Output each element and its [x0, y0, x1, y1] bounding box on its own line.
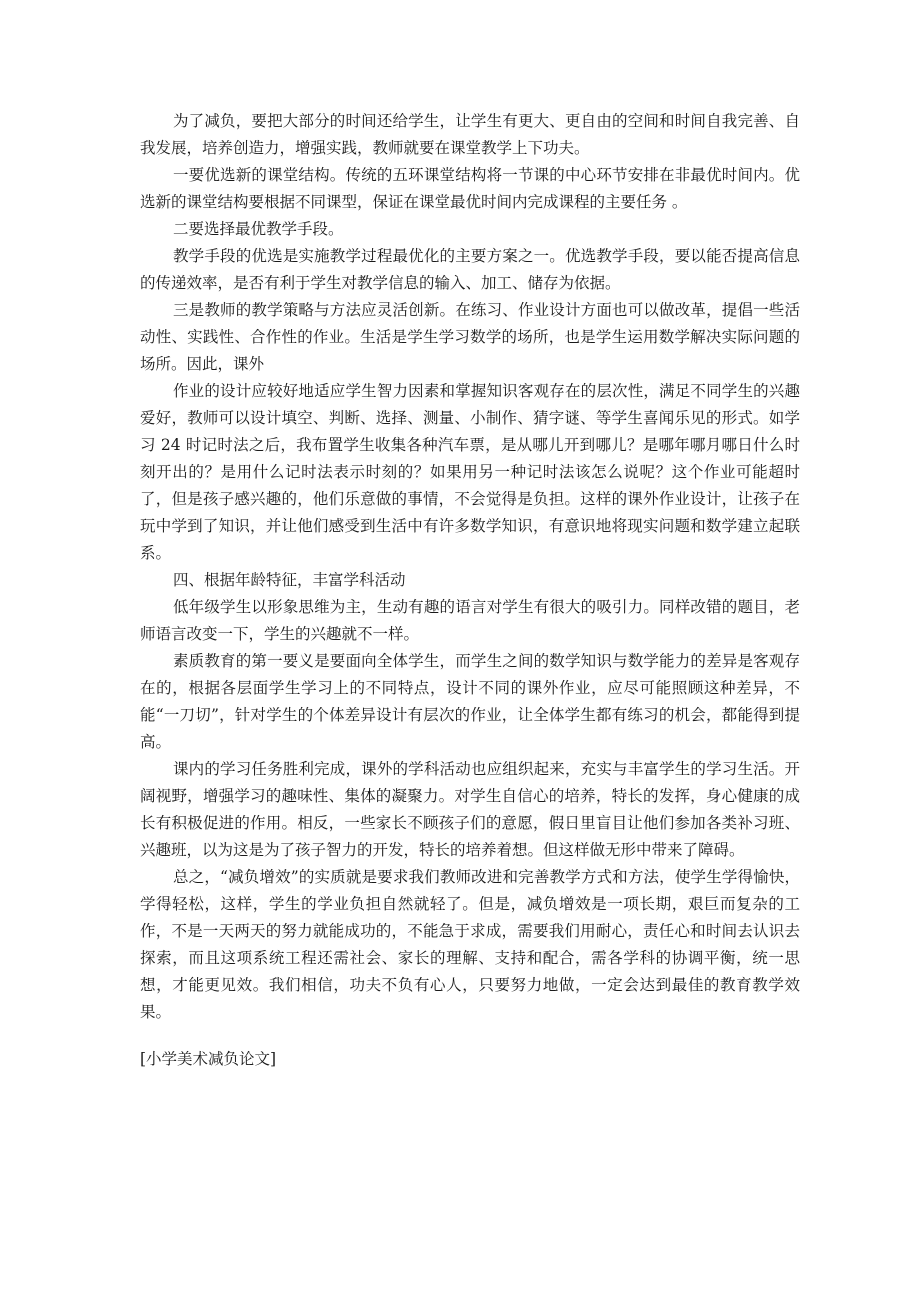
- document-body: [140, 108, 800, 1026]
- paragraph-conclusion: 总之，“减负增效”的实质就是要求我们教师改进和完善教学方式和方法，使学生学得愉快，学得轻松，这样，学生的学业负担自然就轻了。但是，减负增效是一项长期，艰巨而复杂的工作，不是一天两天的努力就能成功的，不能急于求成，需要我们用耐心，责任心和时间去认识去探索，而且这项系统工程还需社会、家长的理解、支持和配合，需各学科的协调平衡，统一思想，才能更见效。我们相信，功夫不负有心人，只要努力地做，一定会达到最佳的教育教学效果。: [140, 868, 800, 1021]
- paragraph-homework-design: 作业的设计应较好地适应学生智力因素和掌握知识客观存在的层次性，满足不同学生的兴趣爱好，教师可以设计填空、判断、选择、测量、小制作、猜字谜、等学生喜闻乐见的形式。如学习 24 时记时法之后，我布置学生收集各种汽车票，是从哪儿开到哪儿？是哪年哪月哪日什么时刻开出的？是用什么记时法表示时刻的？如果用另一种记时法该怎么说呢？这个作业可能超时了，但是孩子感兴趣的，他们乐意做的事情，不会觉得是负担。这样的课外作业设计，让孩子在玩中学到了知识，并让他们感受到生活中有许多数学知识，有意识地将现实问题和数学建立起联系。: [140, 382, 800, 562]
- paragraph-intro: 为了减负，要把大部分的时间还给学生，让学生有更大、更自由的空间和时间自我完善、自我发展，培养创造力，增强实践，教师就要在课堂教学上下功夫。: [140, 112, 800, 157]
- paragraph-quality-education: 素质教育的第一要义是要面向全体学生，而学生之间的数学知识与数学能力的差异是客观存在的，根据各层面学生学习上的不同特点，设计不同的课外作业，应尽可能照顾这种差异，不能“一刀切”，针对学生的个体差异设计有层次的作业，让全体学生都有练习的机会，都能得到提高。: [140, 652, 800, 751]
- paragraph-extracurricular: 课内的学习任务胜利完成，课外的学科活动也应组织起来，充实与丰富学生的学习生活。开阔视野，增强学习的趣味性、集体的凝聚力。对学生自信心的培养，特长的发挥，身心健康的成长有积极促进的作用。相反，一些家长不顾孩子们的意愿，假日里盲目让他们参加各类补习班、兴趣班，以为这是为了孩子智力的开发，特长的培养着想。但这样做无形中带来了障碍。: [140, 760, 800, 859]
- paragraph-teaching-strategy: 三是教师的教学策略与方法应灵活创新。在练习、作业设计方面也可以做改革，提倡一些活动性、实践性、合作性的作业。生活是学生学习数学的场所，也是学生运用数学解决实际问题的场所。因此，课外: [140, 301, 800, 373]
- paragraph-heading-teaching-means: 二要选择最优教学手段。: [173, 220, 344, 238]
- paragraph-heading-age-features: 四、根据年龄特征，丰富学科活动: [173, 571, 406, 589]
- paragraph-teaching-means: 教学手段的优选是实施教学过程最优化的主要方案之一。优选教学手段，要以能否提高信息的传递效率，是否有利于学生对教学信息的输入、加工、储存为依据。: [140, 247, 800, 292]
- paragraph-class-structure: 一要优选新的课堂结构。传统的五环课堂结构将一节课的中心环节安排在非最优时间内。优选新的课堂结构要根据不同课型，保证在课堂最优时间内完成课程的主要任务 。: [140, 166, 800, 211]
- paragraph-lower-grades: 低年级学生以形象思维为主，生动有趣的语言对学生有很大的吸引力。同样改错的题目，老师语言改变一下，学生的兴趣就不一样。: [140, 598, 800, 643]
- related-article-link[interactable]: [小学美术减负论文]: [140, 1050, 277, 1068]
